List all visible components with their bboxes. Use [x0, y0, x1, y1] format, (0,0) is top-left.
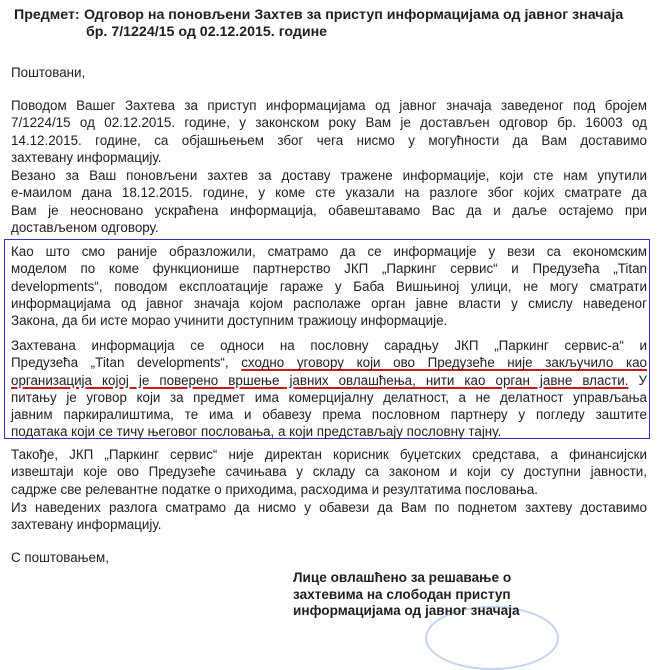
- text-line: Вам је неосновано ускраћена информација, обавештавамо Вас да и даље остајемо при: [11, 202, 647, 218]
- text-line: 7/1224/15 од 02.12.2015. године, у законском року Вам је достављен одговор бр. 16003 од: [11, 115, 647, 131]
- underlined-text: сходно уговору који ово Предузеће није закључило као: [241, 355, 648, 371]
- paragraph-2: [11, 167, 647, 236]
- text-line: моделом по коме функционише партнерство ЈКП „Паркинг сервис“ и Предузећа „Titan: [11, 261, 647, 277]
- signature-line: захтевима на слободан приступ: [293, 586, 511, 602]
- text-line: Закона, да би исте морао учинити доступним тражиоцу информације.: [11, 313, 448, 329]
- text-line: захтевану информацију.: [11, 517, 162, 533]
- text-line: садрже све релевантне податке о приходима, расходима и резултатима пословања.: [11, 481, 539, 497]
- text-line: захтевану информацију.: [11, 149, 162, 165]
- signature-line: информацијама од јавног значаја: [293, 603, 520, 619]
- text-line: информацијама од јавног значаја којом располаже орган јавне власти у смислу наведеног: [11, 295, 647, 311]
- signature-block: [293, 570, 520, 620]
- text-line: [11, 354, 647, 371]
- text-line: Везано за Ваш поновљени захтев за доставу тражене информације, који сте нам упутили: [11, 168, 647, 183]
- subject-line-2: бр. 7/1224/15 од 02.12.2015. године: [86, 24, 328, 40]
- subject-label: Предмет:: [14, 7, 80, 23]
- text-line: података који се тичу његовог пословања, а који представљају пословну тајну.: [11, 424, 502, 440]
- text-line: 14.12.2015. године, са објашњењем због чега нисмо у могућности да Вам доставимо: [11, 132, 647, 148]
- text-line: Поводом Вашег Захтева за приступ информацијама од јавног значаја заведеног под бројем: [11, 98, 647, 113]
- underlined-text: организација којој је поверено вршење јавних овлашћења, нити као орган јавне власти.: [11, 372, 629, 388]
- paragraph-6: [11, 499, 647, 534]
- text-line: е-маилом дана 18.12.2015. године, у коме сте указали на разлоге због којих сматрате да: [11, 185, 647, 201]
- paragraph-5: [11, 446, 647, 498]
- text-line: Захтевана информација се односи на пословну сарадњу ЈКП „Паркинг сервис-а“ и: [11, 338, 647, 353]
- salutation: Поштовани,: [11, 65, 86, 80]
- text-line: developments“, поводом експлоатације гараже у Баба Вишњиној улици, не могу сматрати: [11, 278, 647, 294]
- text-segment: Предузећа „Titan developments“,: [11, 355, 242, 371]
- paragraph-3: [11, 243, 647, 329]
- text-line: Као што смо раније образложили, сматрамо да се информације у вези са економским: [11, 244, 647, 259]
- subject-line-1: Одговор на поновљени Захтев за приступ информацијама од јавног значаја: [84, 7, 624, 23]
- closing: С поштовањем,: [11, 550, 109, 565]
- text-segment: У: [628, 372, 648, 388]
- text-line: достављеном одговору.: [11, 219, 159, 235]
- text-line: питању је уговор који за предмет има комерцијалну делатност, а не делатност управљања: [11, 389, 647, 405]
- paragraph-4: [11, 337, 647, 441]
- signature-line: Лице овлашћено за решавање о: [293, 570, 512, 585]
- text-line: Из наведених разлога сматрамо да нисмо у обавези да Вам по поднетом захтеву доставимо: [11, 500, 647, 515]
- text-line: извештаји које ово Предузеће сачињава у складу са законом и који су доступни јавности,: [11, 464, 647, 480]
- text-line: јавним паркиралиштима, те има и обавезу према пословном партнеру у погледу заштите: [11, 407, 647, 423]
- text-line: [11, 372, 647, 389]
- paragraph-1: [11, 97, 647, 166]
- text-line: Такође, ЈКП „Паркинг сервис“ није директан корисник буџетских средстава, а финансијски: [11, 447, 647, 462]
